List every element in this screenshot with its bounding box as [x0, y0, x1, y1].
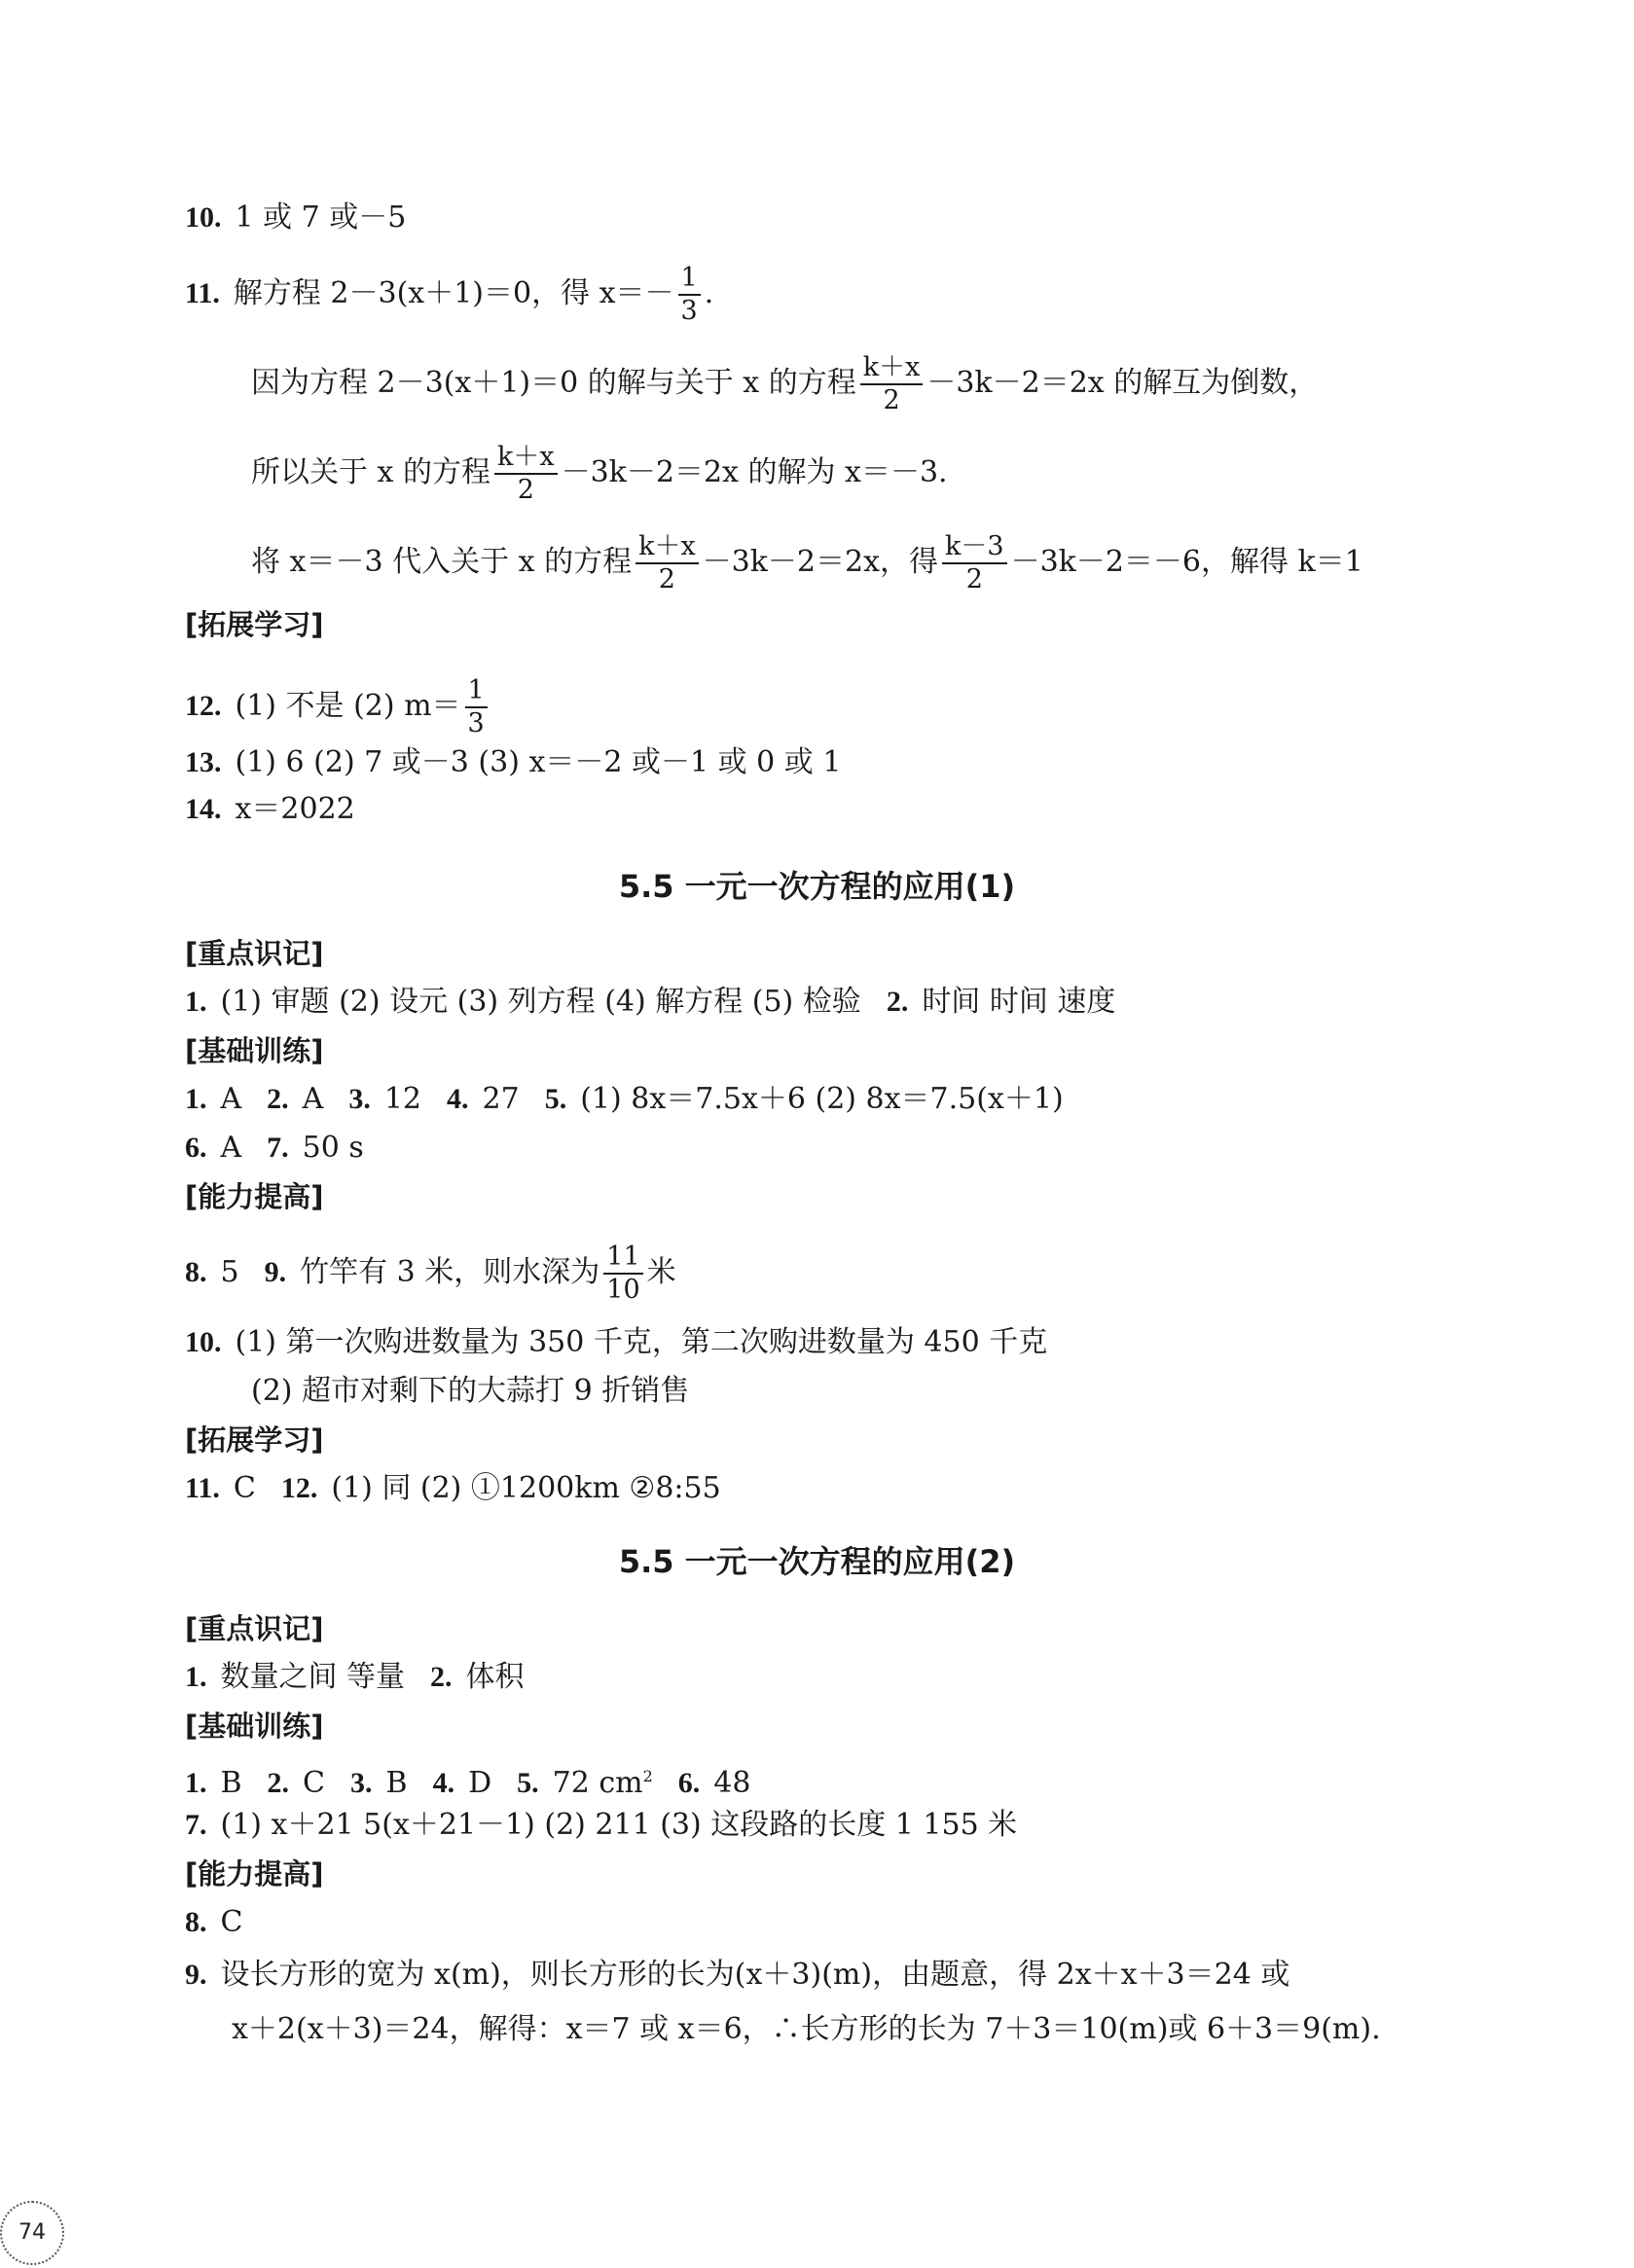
s2-answer-row5: 9. 设长方形的宽为 x(m)，则长方形的长为(x＋3)(m)，由题意，得 2x＋x＋3＝24 或: [185, 1958, 1290, 1992]
answer-11-line2: 因为方程 2－3(x＋1)＝0 的解与关于 x 的方程 $\frac{k+x}{2}$ －3k－2＝2x 的解互为倒数，: [251, 352, 1319, 415]
fraction: $\frac{k+x}{2}$: [494, 442, 558, 506]
page-number: 74: [0, 2201, 64, 2265]
s2-answer-row4: 8. C: [185, 1905, 243, 1939]
fraction: $\frac{1}{3}$: [678, 263, 701, 327]
s1-answer-row4: 8. 5 9. 竹竿有 3 米，则水深为 $\frac{11}{10}$ 米: [185, 1242, 676, 1305]
section-heading: [能力提高]: [185, 1857, 324, 1890]
s1-answer-row1: 1. (1) 审题 (2) 设元 (3) 列方程 (4) 解方程 (5) 检验 2. 时间 时间 速度: [185, 985, 1116, 1019]
s2-answer-row6: x＋2(x＋3)＝24，解得：x＝7 或 x＝6，∴长方形的长为 7＋3＝10(m)或 6＋3＝9(m).: [232, 2012, 1381, 2046]
section-heading: [基础训练]: [185, 1710, 324, 1743]
s1-answer-row6: (2) 超市对剩下的大蒜打 9 折销售: [251, 1374, 690, 1408]
s2-answer-row1: 1. 数量之间 等量 2. 体积: [185, 1660, 525, 1694]
answer-11-line1: 11. 解方程 2－3(x＋1)＝0，得 x＝－ $\frac{1}{3}$ .: [185, 263, 714, 326]
answer-14: 14. x＝2022: [185, 792, 355, 826]
answer-12: 12. (1) 不是 (2) m＝ $\frac{1}{3}$: [185, 675, 491, 739]
fraction: $\frac{1}{3}$: [465, 675, 488, 739]
section-heading: [拓展学习]: [185, 1423, 324, 1457]
fraction: $\frac{k+x}{2}$: [635, 531, 699, 595]
answer-13: 13. (1) 6 (2) 7 或－3 (3) x＝－2 或－1 或 0 或 1: [185, 745, 842, 779]
s1-answer-row2: 1. A 2. A 3. 12 4. 27 5. (1) 8x＝7.5x＋6 (2) 8x＝7.5(x＋1): [185, 1082, 1064, 1116]
answer-11-line3: 所以关于 x 的方程 $\frac{k+x}{2}$ －3k－2＝2x 的解为 x＝－3.: [251, 442, 948, 505]
fraction: $\frac{k-3}{2}$: [942, 531, 1007, 595]
answer-11-line4: 将 x＝－3 代入关于 x 的方程 $\frac{k+x}{2}$ －3k－2＝2x，得 $\frac{k-3}{2}$ －3k－2＝－6，解得 k＝1: [251, 531, 1363, 594]
s2-answer-row2: 1. B 2. C 3. B 4. D 5. 72 $cm^2$ 6. 48: [185, 1766, 751, 1800]
s1-answer-row3: 6. A 7. 50 s: [185, 1131, 364, 1165]
fraction: $\frac{k+x}{2}$: [860, 352, 924, 416]
section-heading: [重点识记]: [185, 937, 324, 970]
section-title-2: 5.5 一元一次方程的应用(2): [618, 1543, 1016, 1580]
section-heading: [能力提高]: [185, 1180, 324, 1213]
answer-10: 10. 1 或 7 或－5: [185, 200, 407, 234]
s1-answer-row7: 11. C 12. (1) 同 (2) ①1200km ②8:55: [185, 1471, 721, 1505]
fraction: $\frac{11}{10}$: [603, 1242, 642, 1306]
section-heading: [拓展学习]: [185, 608, 324, 641]
section-title-1: 5.5 一元一次方程的应用(1): [618, 868, 1016, 905]
s1-answer-row5: 10. (1) 第一次购进数量为 350 千克，第二次购进数量为 450 千克: [185, 1325, 1048, 1359]
section-heading: [重点识记]: [185, 1612, 324, 1645]
section-heading: [基础训练]: [185, 1034, 324, 1067]
s2-answer-row3: 7. (1) x＋21 5(x＋21－1) (2) 211 (3) 这段路的长度 1 155 米: [185, 1808, 1018, 1842]
